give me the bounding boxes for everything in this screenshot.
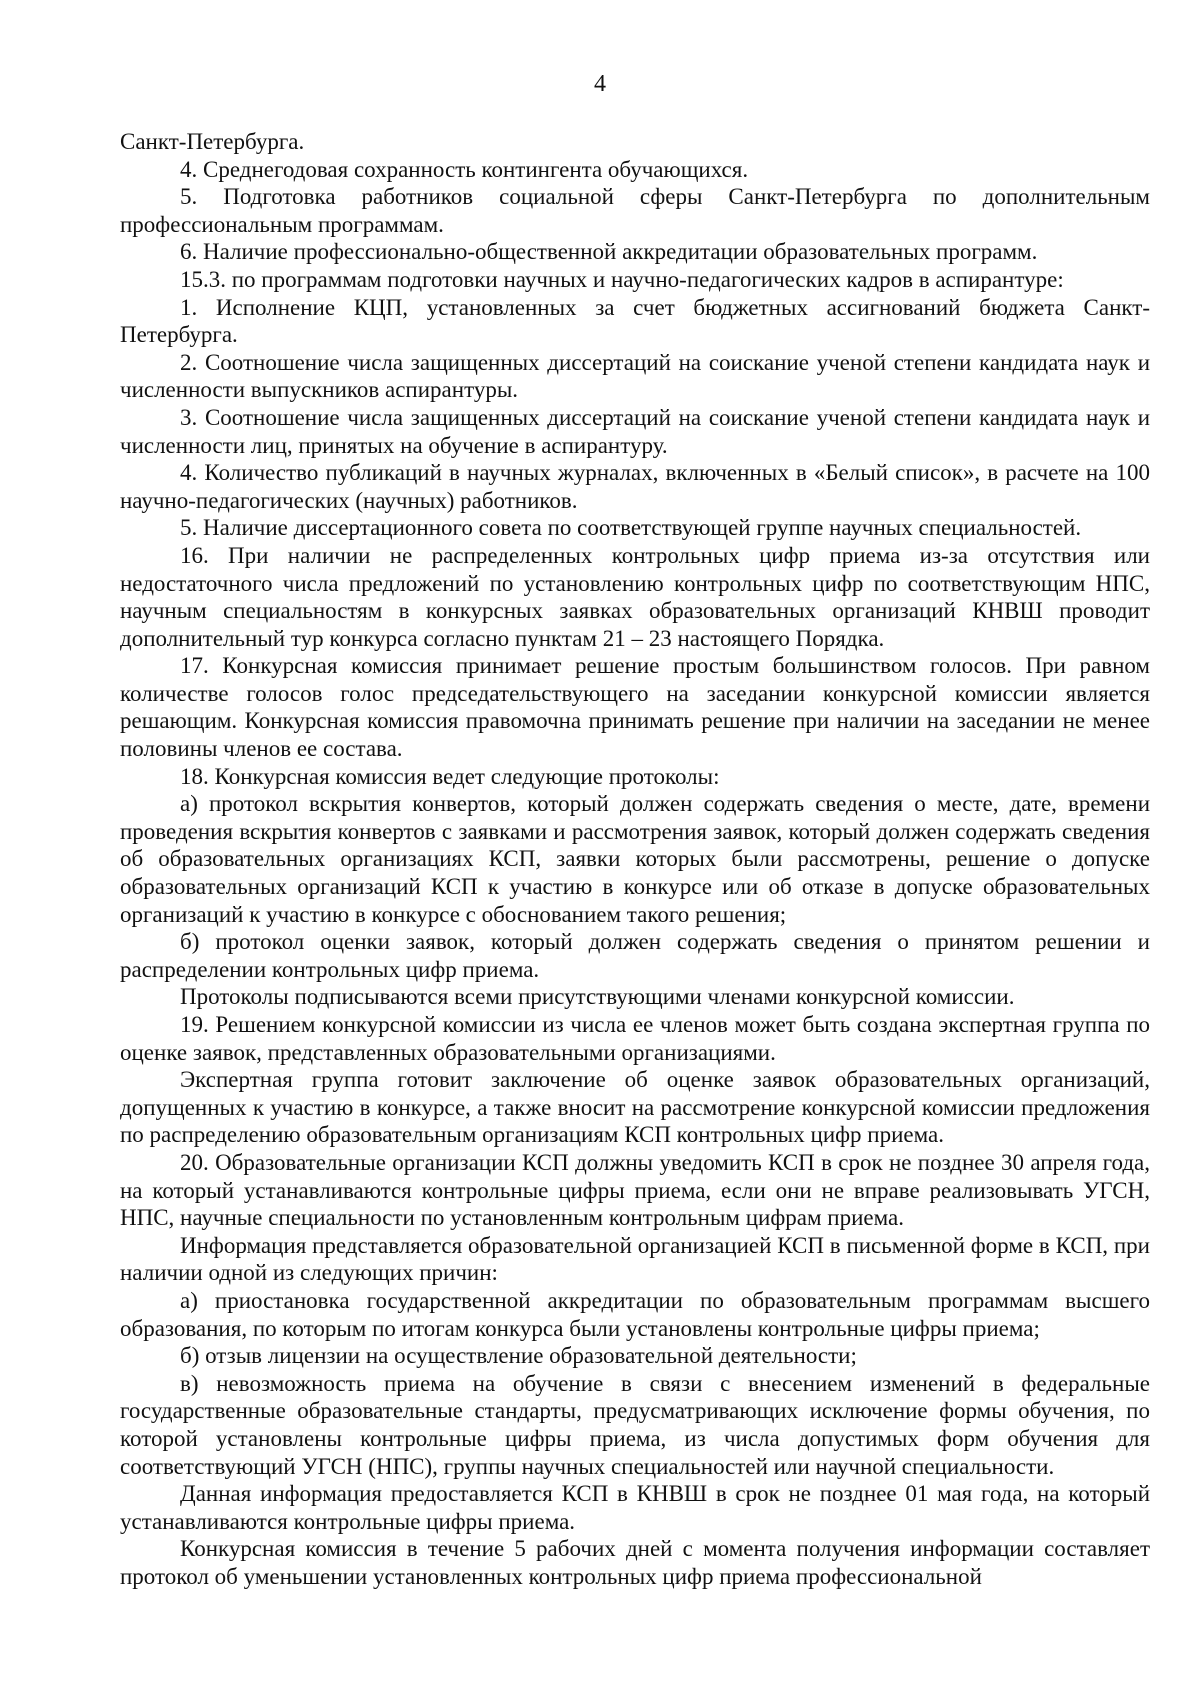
paragraph: 4. Среднегодовая сохранность контингента обучающихся. (180, 156, 749, 182)
document-body (120, 128, 1150, 1590)
paragraph: б) протокол оценки заявок, который должен содержать сведения о принятом решении и распределении контрольных цифр приема. (120, 929, 1150, 982)
paragraph: 2. Соотношение числа защищенных диссертаций на соискание ученой степени кандидата наук и численности выпускников аспирантуры. (120, 349, 1150, 403)
page-number: 4 (594, 71, 606, 97)
paragraph: 4. Количество публикаций в научных журналах, включенных в «Белый список», в расчете на 100 научно-педагогических (научных) работников. (120, 460, 1150, 513)
paragraph: 19. Решением конкурсной комиссии из числа ее членов может быть создана экспертная группа по оценке заявок, представленных образовательными организациями. (120, 1012, 1150, 1065)
paragraph: а) приостановка государственной аккредитации по образовательным программам высшего образования, по которым по итогам конкурса были установлены контрольные цифры приема; (120, 1287, 1150, 1341)
paragraph: 18. Конкурсная комиссия ведет следующие протоколы: (180, 763, 720, 789)
paragraph: 1. Исполнение КЦП, установленных за счет бюджетных ассигнований бюджета Санкт-Петербурга. (120, 294, 1150, 348)
paragraph: 6. Наличие профессионально-общественной аккредитации образовательных программ. (180, 239, 1038, 265)
paragraph: 20. Образовательные организации КСП должны уведомить КСП в срок не позднее 30 апреля года, на который устанавливаются контрольные цифры приема, если они не вправе реализовывать УГСН, НПС, научные специальности по установленным контрольным цифрам приема. (120, 1149, 1150, 1231)
paragraph: Конкурсная комиссия в течение 5 рабочих дней с момента получения информации составляет протокол об уменьшении установленных контрольных цифр приема профессиональной (120, 1536, 1150, 1589)
paragraph: 5. Наличие диссертационного совета по соответствующей группе научных специальностей. (180, 515, 1082, 541)
paragraph: Санкт-Петербурга. (120, 129, 305, 154)
paragraph: 16. При наличии не распределенных контрольных цифр приема из-за отсутствия или недостаточного числа предложений по установлению контрольных цифр по соответствующим НПС, научным специальностям в конкурсных заявках образовательных организаций КНВШ проводит дополнительный тур конкурса согласно пунктам 21 – 23 настоящего Порядка. (120, 542, 1150, 651)
paragraph: 17. Конкурсная комиссия принимает решение простым большинством голосов. При равном количестве голосов голос председательствующего на заседании конкурсной комиссии является решающим. Конкурсная комиссия правомочна принимать решение при наличии на заседании не менее половины членов ее состава. (120, 653, 1150, 762)
paragraph: в) невозможность приема на обучение в связи с внесением изменений в федеральные государственные образовательные стандарты, предусматривающих исключение формы обучения, по которой установлены контрольные цифры приема, из числа допустимых форм обучения для соответствующий УГСН (НПС), группы научных специальностей или научной специальности. (120, 1370, 1150, 1479)
paragraph: б) отзыв лицензии на осуществление образовательной деятельности; (180, 1343, 857, 1369)
paragraph: а) протокол вскрытия конвертов, который должен содержать сведения о месте, дате, времени проведения вскрытия конвертов с заявками и рассмотрения заявок, который должен содержать сведения об образовательных организациях КСП, заявки которых были рассмотрены, решение о допуске образовательных организаций КСП к участию в конкурсе или об отказе в допуске образовательных организаций к участию в конкурсе с обоснованием такого решения; (120, 791, 1150, 927)
paragraph: Информация представляется образовательной организацией КСП в письменной форме в КСП, при наличии одной из следующих причин: (120, 1232, 1150, 1286)
paragraph: Экспертная группа готовит заключение об оценке заявок образовательных организаций, допущенных к участию в конкурсе, а также вносит на рассмотрение конкурсной комиссии предложения по распределению образовательным организациям КСП контрольных цифр приема. (120, 1067, 1150, 1148)
paragraph: Данная информация предоставляется КСП в КНВШ в срок не позднее 01 мая года, на который устанавливаются контрольные цифры приема. (120, 1481, 1150, 1534)
paragraph: 3. Соотношение числа защищенных диссертаций на соискание ученой степени кандидата наук и численности лиц, принятых на обучение в аспирантуру. (120, 404, 1150, 458)
paragraph: 5. Подготовка работников социальной сферы Санкт-Петербурга по дополнительным профессиональным программам. (120, 184, 1150, 237)
paragraph: 15.3. по программам подготовки научных и научно-педагогических кадров в аспирантуре: (180, 266, 1064, 292)
paragraph: Протоколы подписываются всеми присутствующими членами конкурсной комиссии. (180, 984, 1015, 1010)
